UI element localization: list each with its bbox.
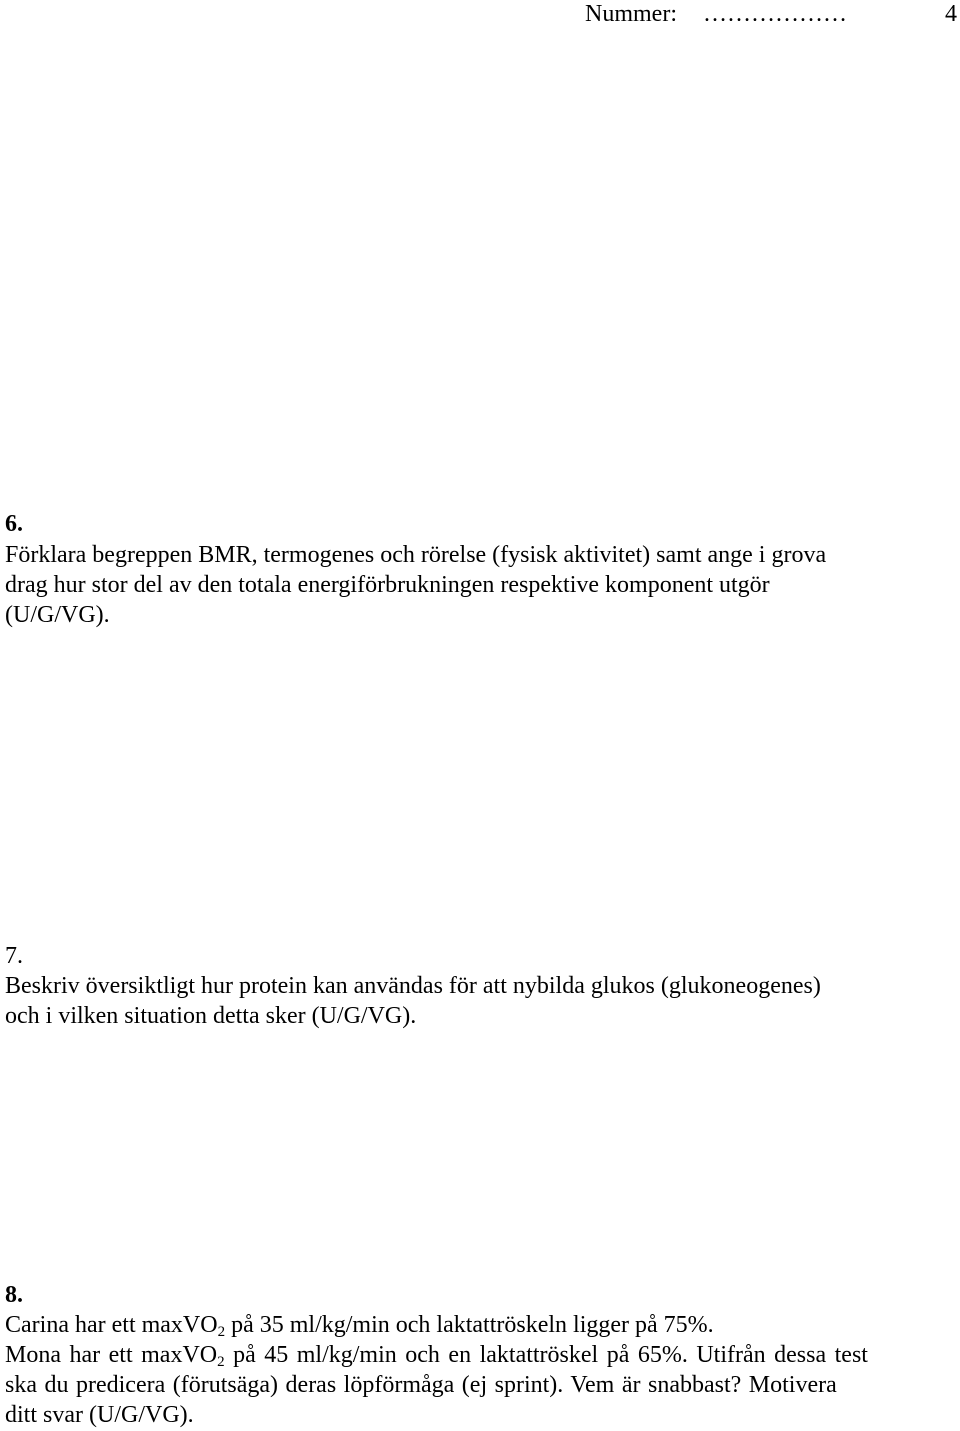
page-number: 4 bbox=[945, 1, 957, 27]
question-8-line-2-start: Mona har ett maxVO bbox=[5, 1342, 218, 1368]
question-8-line-2-subscript: 2 bbox=[217, 1354, 225, 1370]
question-8-line-2-end: på 45 ml/kg/min och en laktattröskel på 65%. Utifrån dessa test bbox=[224, 1342, 868, 1368]
question-6-text bbox=[5, 540, 960, 630]
question-8-line-4: ditt svar (U/G/VG). bbox=[5, 1402, 194, 1428]
question-7-text bbox=[5, 971, 960, 1031]
question-8-text bbox=[5, 1310, 960, 1430]
question-6-line-3: (U/G/VG). bbox=[5, 602, 110, 628]
question-7-line-1: Beskriv översiktligt hur protein kan användas för att nybilda glukos (glukoneogenes) bbox=[5, 973, 821, 999]
question-8-line-1 bbox=[5, 1310, 960, 1340]
question-6-line-2: drag hur stor del av den totala energiförbrukningen respektive komponent utgör bbox=[5, 572, 770, 598]
question-6-line-1: Förklara begreppen BMR, termogenes och rörelse (fysisk aktivitet) samt ange i grova bbox=[5, 542, 827, 568]
question-8-line-3: ska du predicera (förutsäga) deras löpförmåga (ej sprint). Vem är snabbast? Motivera bbox=[5, 1372, 837, 1398]
question-7-line-2: och i vilken situation detta sker (U/G/VG). bbox=[5, 1003, 417, 1029]
question-6-number: 6. bbox=[5, 511, 23, 537]
question-8-number: 8. bbox=[5, 1282, 23, 1308]
number-blank-dots: ……………… bbox=[703, 1, 847, 27]
question-7-number: 7. bbox=[5, 943, 23, 969]
question-8-line-1-end: på 35 ml/kg/min och laktattröskeln ligger på 75%. bbox=[225, 1312, 714, 1338]
question-8-line-1-subscript: 2 bbox=[217, 1324, 226, 1340]
question-8-line-2 bbox=[5, 1340, 960, 1370]
page-header bbox=[585, 0, 960, 30]
number-label: Nummer: bbox=[585, 1, 677, 27]
question-8-line-1-start: Carina har ett maxVO bbox=[5, 1312, 218, 1338]
